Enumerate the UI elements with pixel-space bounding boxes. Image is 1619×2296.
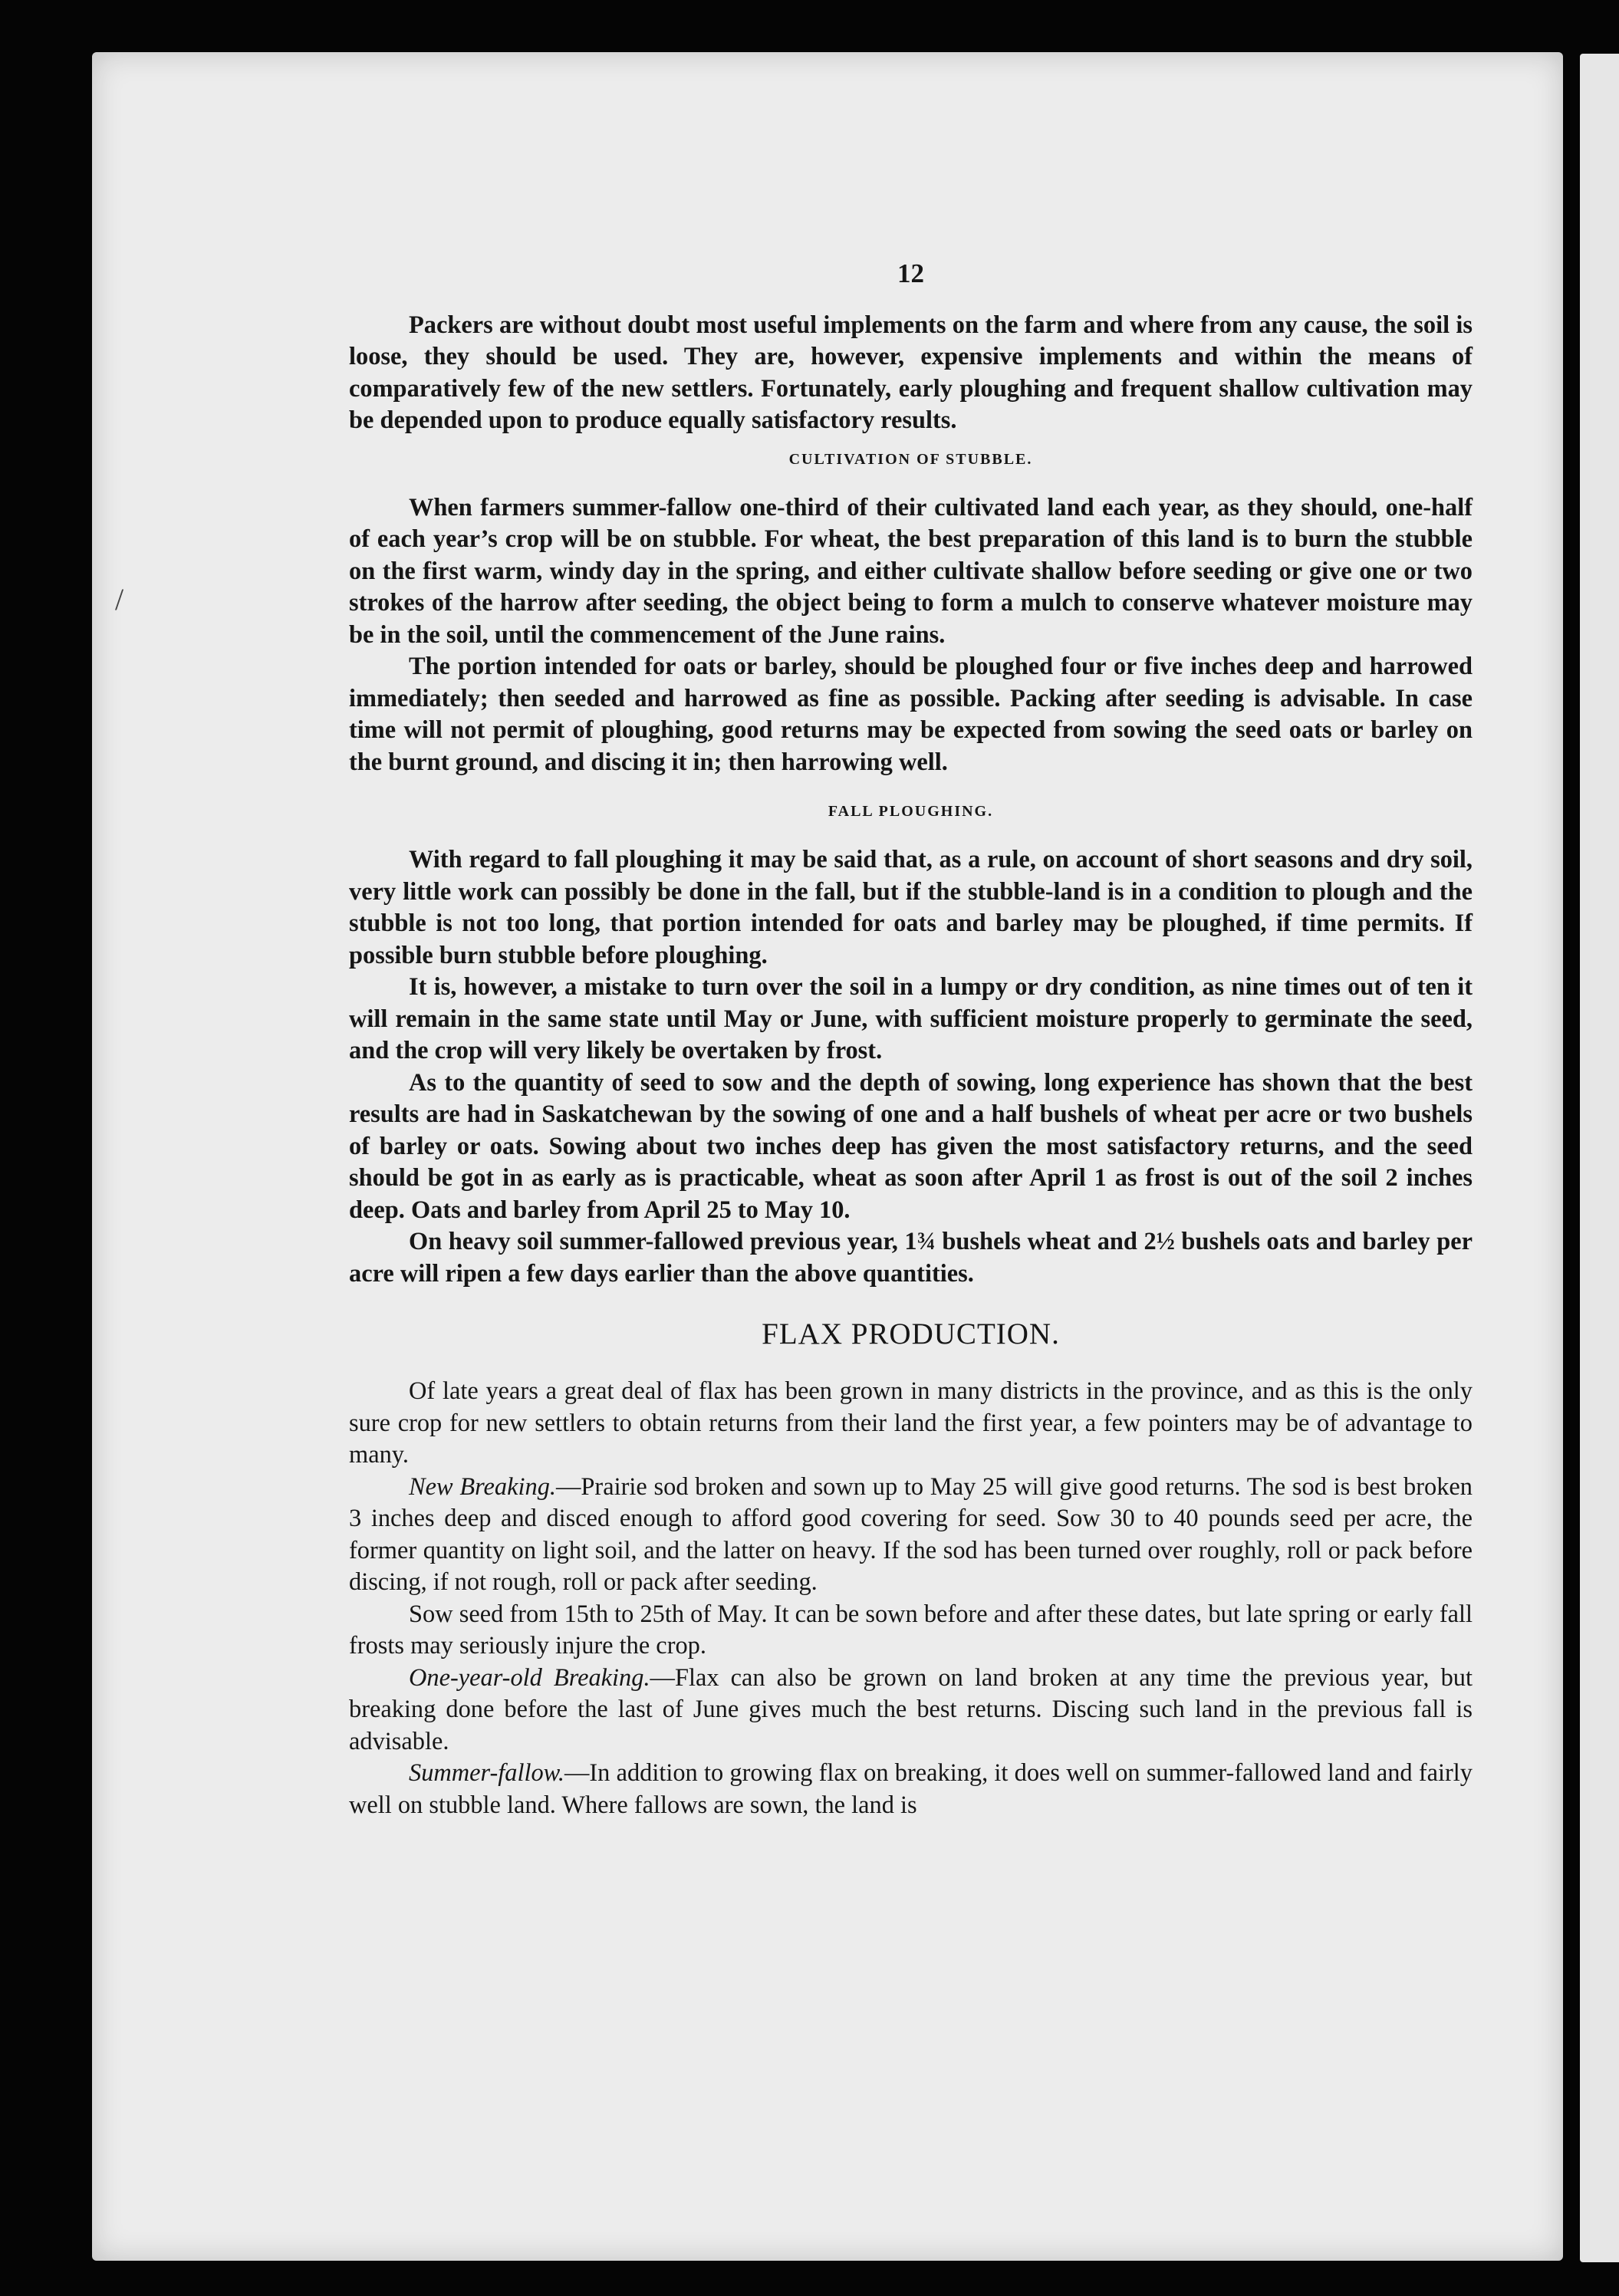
text-column (349, 258, 1473, 1821)
text-one-year-old-breaking: —Flax can also be grown on land broken at any time the previous year, but breaking done before the last of June gives much the best returns. Discing such land in the previous fall is advisable. (349, 1663, 1473, 1755)
paragraph-oats-barley-portion: The portion intended for oats or barley, should be ploughed four or five inches deep and harrowed immediately; then seeded and harrowed as fine as possible. Packing after seeding is advisable. In case time will not permit of ploughing, good returns may be expected from sowing the seed oats or barley on the burnt ground, and discing it in; then harrowing well. (349, 653, 1473, 776)
paragraph-summer-fallow (349, 1758, 1473, 1821)
paragraph-sow-dates: Sow seed from 15th to 25th of May. It can be sown before and after these dates, but late spring or early fall frosts may seriously injure the crop. (349, 1600, 1473, 1660)
paragraph-one-year-old-breaking (349, 1663, 1473, 1758)
page-number: 12 (897, 258, 924, 288)
heading-flax-production: FLAX PRODUCTION. (762, 1317, 1060, 1350)
margin-mark: / (115, 582, 124, 617)
paragraph-lumpy-soil: It is, however, a mistake to turn over the soil in a lumpy or dry condition, as nine times out of ten it will remain in the same state until May or June, with sufficient moisture properly to germinate the seed, and the crop will very likely be overtaken by frost. (349, 973, 1473, 1064)
paragraph-summer-fallow-stubble: When farmers summer-fallow one-third of their cultivated land each year, as they should, one-half of each year’s crop will be on stubble. For wheat, the best preparation of this land is to burn the stubble on the first warm, windy day in the spring, and either cultivate shallow before seeding or give one or two strokes of the harrow after seeding, the object being to form a mulch to conserve whatever moisture may be in the soil, until the commencement of the June rains. (349, 493, 1473, 649)
paragraph-flax-intro: Of late years a great deal of flax has been grown in many districts in the province, and as this is the only sure crop for new settlers to obtain returns from their land the first year, a few pointers may be of advantage to many. (349, 1377, 1473, 1469)
label-one-year-old-breaking: One-year-old Breaking. (409, 1663, 650, 1692)
text-summer-fallow: —In addition to growing flax on breaking, it does well on summer-fallowed land and fairly well on stubble land. Where fallows are sown, the land is (349, 1759, 1473, 1819)
paragraph-packers: Packers are without doubt most useful implements on the farm and where from any cause, the soil is loose, they should be used. They are, however, expensive implements and within the means of comparatively few of the new settlers. Fortunately, early ploughing and frequent shallow cultivation may be depended upon to produce equally satisfactory results. (349, 311, 1473, 434)
paragraph-seed-quantity: As to the quantity of seed to sow and the depth of sowing, long experience has shown that the best results are had in Saskatchewan by the sowing of one and a half bushels of wheat per acre or two bushels of barley or oats. Sowing about two inches deep has given the most satisfactory returns, and the seed should be got in as early as is practicable, wheat as soon after April 1 as frost is out of the soil 2 inches deep. Oats and barley from April 25 to May 10. (349, 1068, 1473, 1224)
book-page (92, 52, 1563, 2261)
label-new-breaking: New Breaking. (409, 1472, 556, 1501)
heading-fall-ploughing: FALL PLOUGHING. (828, 803, 994, 820)
paragraph-heavy-soil: On heavy soil summer-fallowed previous year, 1¾ bushels wheat and 2½ bushels oats and barley per acre will ripen a few days earlier than the above quantities. (349, 1228, 1473, 1288)
paragraph-new-breaking (349, 1472, 1473, 1599)
heading-cultivation-of-stubble: CULTIVATION OF STUBBLE. (788, 450, 1033, 468)
text-new-breaking: —Prairie sod broken and sown up to May 25 will give good returns. The sod is best broken 3 inches deep and disced enough to afford good covering for seed. Sow 30 to 40 pounds seed per acre, the former quantity on light soil, and the latter on heavy. If the sod has been turned over roughly, roll or pack before discing, if not rough, roll or pack after seeding. (349, 1472, 1473, 1596)
adjacent-page-edge (1580, 54, 1619, 2262)
paragraph-fall-ploughing: With regard to fall ploughing it may be said that, as a rule, on account of short seasons and dry soil, very little work can possibly be done in the fall, but if the stubble-land is in a condition to plough and the stubble is not too long, that portion intended for oats and barley may be ploughed, if time permits. If possible burn stubble before ploughing. (349, 846, 1473, 969)
label-summer-fallow: Summer-fallow. (409, 1759, 564, 1787)
